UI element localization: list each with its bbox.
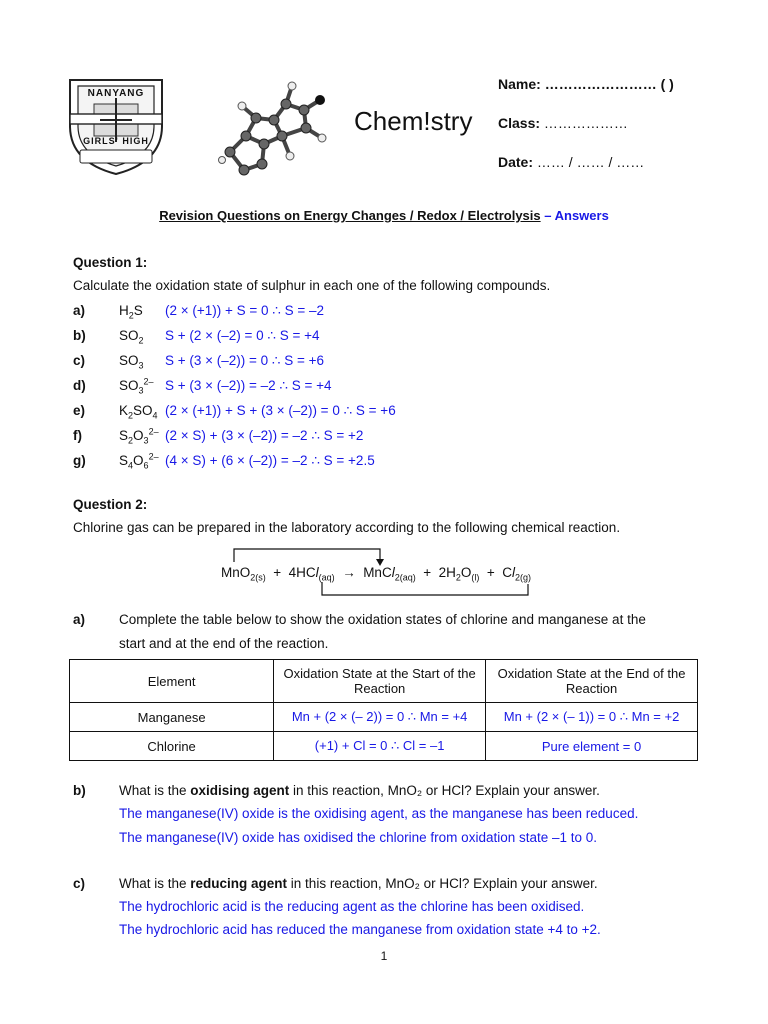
q2a-text-line-1: Complete the table below to show the oxidation states of chlorine and manganese at the xyxy=(119,612,646,627)
item-answer: S + (2 × (–2) = 0 ∴ S = +4 xyxy=(165,328,320,343)
document-title-main: Revision Questions on Energy Changes / Redox / Electrolysis xyxy=(159,208,541,223)
document-title xyxy=(0,208,768,223)
table-cell-start: Mn + (2 × (– 2)) = 0 ∴ Mn = +4 xyxy=(274,703,486,732)
q2b-question-pre: What is the xyxy=(119,783,191,798)
table-cell-end: Pure element = 0 xyxy=(486,732,698,761)
document-title-dash: – xyxy=(540,208,555,223)
table-cell-element: Manganese xyxy=(70,703,274,732)
q1-item-g xyxy=(73,453,375,469)
item-answer: (2 × (+1)) + S = 0 ∴ S = –2 xyxy=(165,303,325,318)
oxidation-state-table xyxy=(69,659,698,761)
page-title: Chem!stry xyxy=(354,106,473,136)
q1-item-d xyxy=(73,378,332,394)
item-letter: e) xyxy=(73,403,86,418)
q2a-text-line-2: start and at the end of the reaction. xyxy=(119,636,329,651)
compound-formula: $K_2SO_4$ xyxy=(119,403,158,421)
q1-item-e xyxy=(73,403,396,419)
compound-formula: $SO_3^{2-}$ xyxy=(119,376,154,396)
item-answer: (2 × (+1)) + S + (3 × (–2)) = 0 ∴ S = +6 xyxy=(165,403,396,418)
q2c-answer-line-1: The hydrochloric acid is the reducing agent as the chlorine has been oxidised. xyxy=(119,899,585,914)
item-answer: S + (3 × (–2)) = –2 ∴ S = +4 xyxy=(165,378,332,393)
table-row xyxy=(70,703,698,732)
answers-label: Answers xyxy=(554,208,609,223)
item-letter: b) xyxy=(73,328,86,343)
crest-top-text: NANYANG xyxy=(87,88,145,99)
item-letter: a) xyxy=(73,303,86,318)
table-header-cell: Oxidation State at the End of the Reaction xyxy=(486,660,698,703)
q2b-question-post: in this reaction, MnO₂ or HCl? Explain your answer. xyxy=(289,783,600,798)
item-answer: S + (3 × (–2)) = 0 ∴ S = +6 xyxy=(165,353,325,368)
crest-bottom-text: GIRLS' HIGH xyxy=(83,136,149,146)
date-label: Date: xyxy=(498,154,534,170)
compound-formula: $H_2S$ xyxy=(119,303,143,321)
compound-formula: $SO_2$ xyxy=(119,328,144,346)
question-2-prompt: Chlorine gas can be prepared in the laboratory according to the following chemical reaction. xyxy=(73,520,621,535)
q2c-answer-line-2: The hydrochloric acid has reduced the manganese from oxidation state +4 to +2. xyxy=(119,922,601,937)
compound-formula: $S_2O_3^{2-}$ xyxy=(119,426,159,446)
compound-formula: $S_4O_6^{2-}$ xyxy=(119,451,159,471)
table-header-cell: Oxidation State at the Start of the Reaction xyxy=(274,660,486,703)
q2a-letter: a) xyxy=(73,612,86,627)
q2b-answer-line-2: The manganese(IV) oxide has oxidised the chlorine from oxidation state –1 to 0. xyxy=(119,830,598,845)
table-cell-element: Chlorine xyxy=(70,732,274,761)
item-letter: g) xyxy=(73,453,86,468)
table-cell-start: (+1) + Cl = 0 ∴ Cl = –1 xyxy=(274,732,486,761)
q1-item-c xyxy=(73,353,324,369)
class-value: ……………… xyxy=(543,115,628,131)
q1-item-f xyxy=(73,428,363,444)
item-answer: (4 × S) + (6 × (–2)) = –2 ∴ S = +2.5 xyxy=(165,453,375,468)
table-header-cell: Element xyxy=(70,660,274,703)
item-letter: c) xyxy=(73,353,86,368)
name-field xyxy=(498,76,674,92)
table-header-row xyxy=(70,660,698,703)
question-1-heading: Question 1: xyxy=(73,255,148,270)
date-value: …… / …… / …… xyxy=(536,154,645,170)
q1-item-b xyxy=(73,328,320,344)
q1-item-a xyxy=(73,303,324,319)
page-number: 1 xyxy=(380,949,388,963)
molecule-illustration xyxy=(212,72,332,182)
name-value: …………………… ( ) xyxy=(544,76,674,92)
q2c-question-post: in this reaction, MnO₂ or HCl? Explain your answer. xyxy=(287,876,598,891)
name-label: Name: xyxy=(498,76,541,92)
date-field xyxy=(498,154,644,170)
q2c-letter: c) xyxy=(73,876,86,891)
item-letter: d) xyxy=(73,378,86,393)
q2c-question xyxy=(119,876,598,891)
item-letter: f) xyxy=(73,428,82,443)
table-row xyxy=(70,732,698,761)
chemical-equation: MnO$_{2(s)}$ + 4HCl$_{(aq)}$ → MnCl$_{2(aq)}$ + $2H_2O_{(l)} + Cl_{2(g)}$ xyxy=(221,565,532,583)
table-cell-end: Mn + (2 × (– 1)) = 0 ∴ Mn = +2 xyxy=(486,703,698,732)
q2b-answer-line-1: The manganese(IV) oxide is the oxidising agent, as the manganese has been reduced. xyxy=(119,806,639,821)
question-2-heading: Question 2: xyxy=(73,497,148,512)
class-label: Class: xyxy=(498,115,541,131)
q2b-question xyxy=(119,783,600,798)
item-answer: (2 × S) + (3 × (–2)) = –2 ∴ S = +2 xyxy=(165,428,364,443)
compound-formula: $SO_3$ xyxy=(119,353,144,371)
q2b-letter: b) xyxy=(73,783,86,798)
school-crest xyxy=(64,70,168,176)
question-1-prompt: Calculate the oxidation state of sulphur in each one of the following compounds. xyxy=(73,278,551,293)
class-field xyxy=(498,115,628,131)
reducing-agent-term: reducing agent xyxy=(190,876,288,891)
q2c-question-pre: What is the xyxy=(119,876,191,891)
oxidising-agent-term: oxidising agent xyxy=(190,783,290,798)
